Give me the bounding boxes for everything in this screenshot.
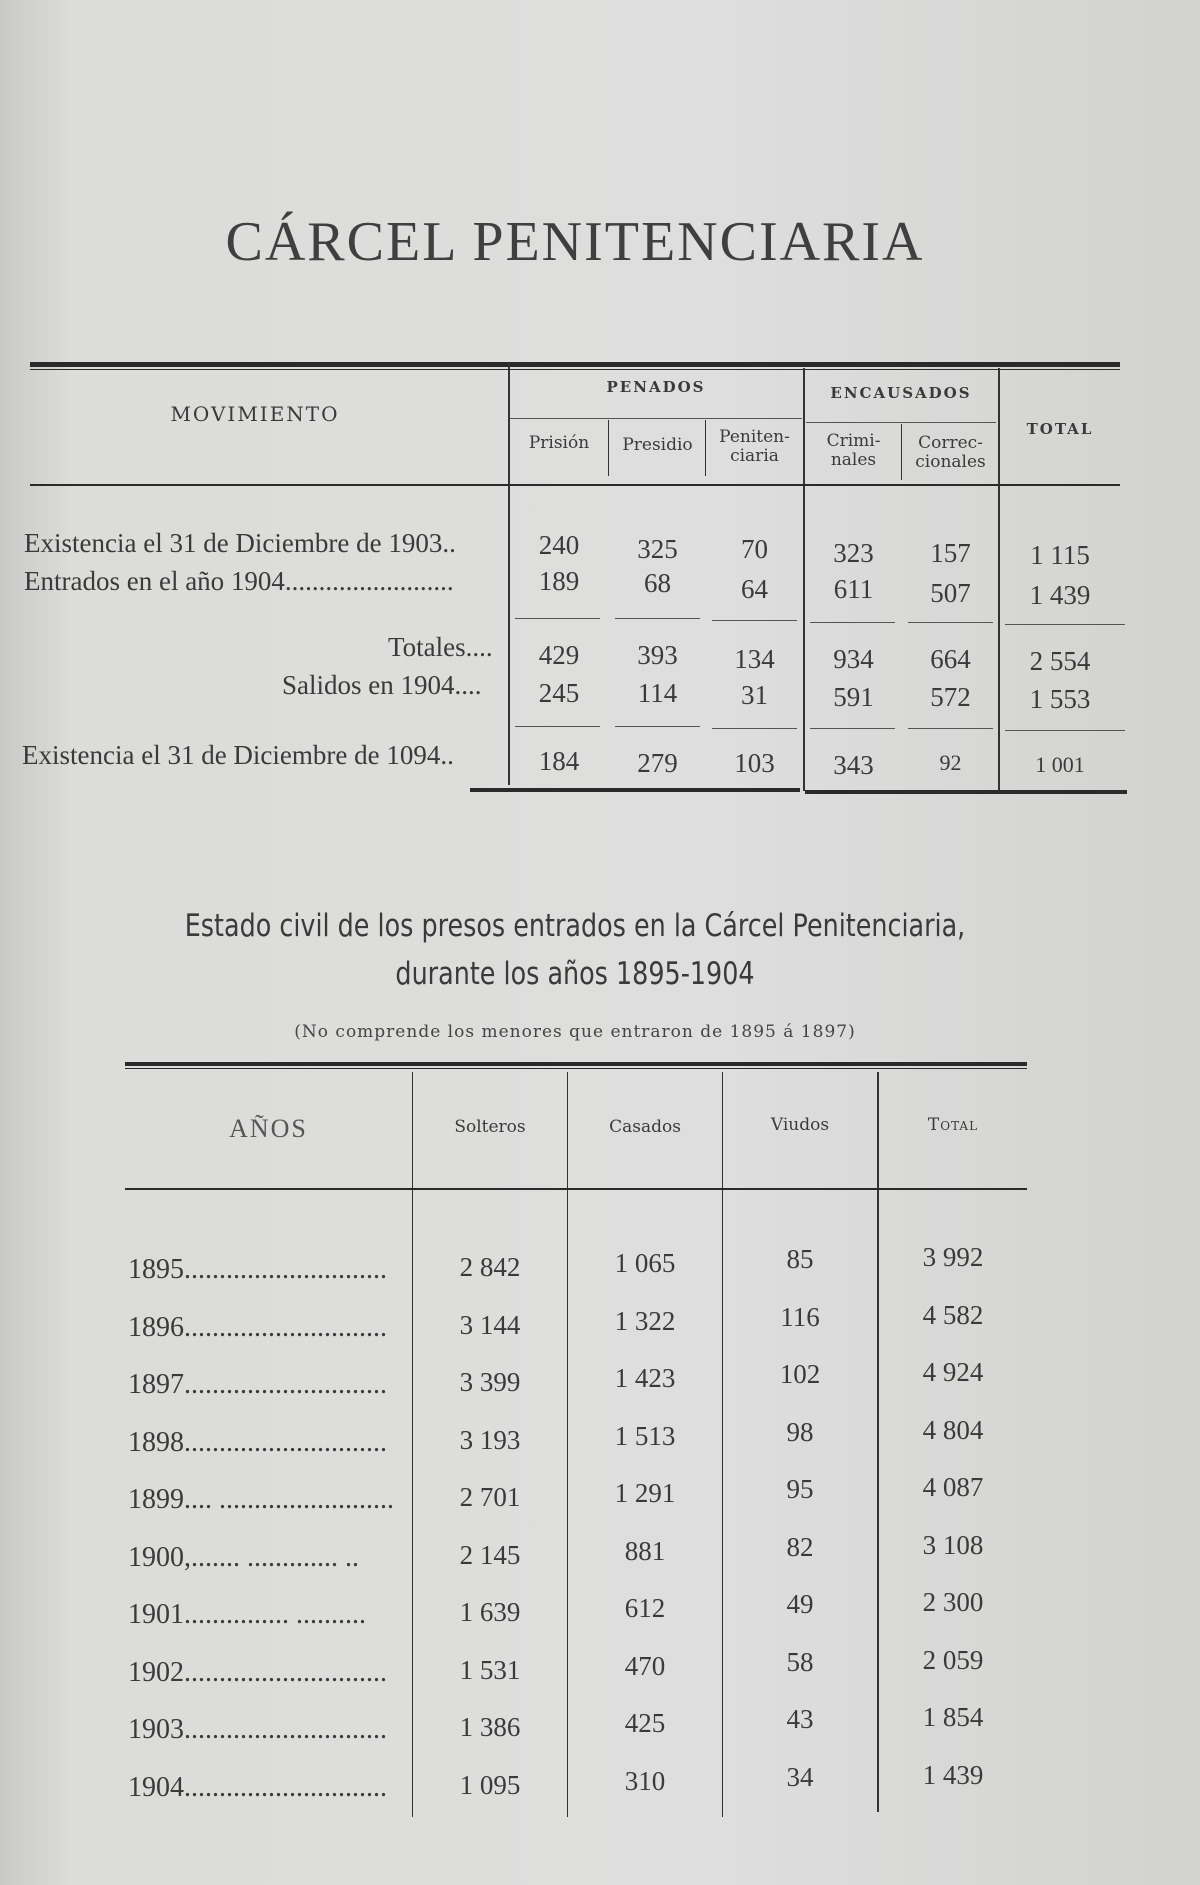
year-label: 1898.............................: [128, 1426, 387, 1458]
cell-value: 1 115: [1030, 540, 1090, 570]
year-label: 1901............... ..........: [128, 1599, 366, 1630]
cell-casados: 1 291: [614, 1478, 676, 1508]
section-heading-line1: Estado civil de los presos entrados en la Cárcel Penitenciaria,: [184, 908, 966, 944]
header-solteros: Solteros: [454, 1117, 526, 1137]
cell-solteros: 1 531: [459, 1654, 521, 1685]
cell-solteros: 3 144: [459, 1309, 521, 1340]
cell-value: 92: [939, 750, 962, 775]
cell-value: 68: [644, 568, 671, 598]
table-top-rule: [125, 1062, 1027, 1066]
sub-divider: [901, 424, 902, 480]
cell-value: 1 439: [1029, 580, 1091, 610]
header-penados: PENADOS: [606, 378, 706, 396]
header-bottom-rule: [125, 1188, 1027, 1190]
cell-casados: 1 513: [614, 1420, 676, 1451]
cell-value: 114: [637, 678, 678, 708]
header-encausados: ENCAUSADOS: [830, 384, 972, 402]
cell-casados: 1 322: [614, 1305, 676, 1336]
cell-total: 2 059: [922, 1644, 984, 1675]
sub-divider: [705, 420, 706, 476]
cell-total: 4 087: [922, 1472, 984, 1502]
cell-solteros: 1 639: [459, 1597, 521, 1627]
cell-casados: 1 423: [614, 1363, 676, 1393]
cell-viudos: 102: [779, 1359, 821, 1389]
section-note: (No comprende los menores que entraron de 1895 á 1897): [294, 1022, 856, 1042]
cell-viudos: 43: [786, 1704, 814, 1734]
cell-total: 4 804: [922, 1414, 984, 1445]
cell-casados: 470: [624, 1650, 666, 1681]
page-title: CÁRCEL PENITENCIARIA: [225, 211, 925, 273]
col-divider: [412, 1072, 413, 1817]
sum-rule: [810, 728, 895, 729]
cell-total: 4 924: [922, 1357, 984, 1387]
header-correccionales-line2: cionales: [915, 452, 986, 472]
cell-viudos: 85: [786, 1244, 814, 1274]
cell-solteros: 3 193: [459, 1424, 521, 1455]
cell-total: 3 108: [922, 1529, 984, 1560]
year-label: 1895.............................: [128, 1254, 387, 1285]
col-divider: [803, 368, 805, 791]
year-label: 1897.............................: [128, 1369, 387, 1400]
sum-rule: [712, 620, 797, 621]
table-top-rule-thin: [125, 1068, 1027, 1069]
sum-rule: [515, 726, 600, 727]
sum-rule: [1005, 730, 1125, 731]
group-underline: [806, 422, 996, 423]
header-prision: Prisión: [528, 433, 590, 453]
cell-casados: 881: [624, 1535, 666, 1566]
cell-value: 240: [538, 530, 580, 560]
cell-solteros: 2 145: [459, 1539, 521, 1570]
cell-solteros: 1 095: [459, 1769, 521, 1800]
cell-total: 3 992: [922, 1242, 984, 1272]
cell-value: 134: [734, 644, 775, 674]
header-anos: AÑOS: [229, 1114, 308, 1143]
header-movimiento: MOVIMIENTO: [170, 402, 340, 426]
cell-value: 70: [741, 534, 768, 564]
year-label: 1902.............................: [128, 1656, 387, 1688]
table-top-rule: [30, 362, 1120, 367]
cell-value: 2 554: [1029, 646, 1091, 676]
row-label-salidos: Salidos en 1904....: [282, 670, 482, 700]
header-casados: Casados: [609, 1117, 681, 1137]
col-divider: [722, 1072, 723, 1817]
cell-value: 591: [833, 682, 874, 712]
cell-value: 189: [538, 566, 580, 596]
header-criminales-line1: Crimi-: [826, 431, 881, 451]
cell-value: 429: [538, 640, 580, 670]
cell-total: 1 439: [922, 1759, 984, 1790]
sum-rule: [712, 728, 797, 729]
sum-rule: [615, 726, 700, 727]
table-bottom-rule: [470, 788, 800, 792]
sub-divider: [608, 420, 609, 476]
cell-total: 2 300: [922, 1587, 984, 1617]
header-viudos: Viudos: [770, 1115, 830, 1135]
cell-casados: 1 065: [614, 1248, 676, 1278]
header-penitenciaria: [707, 428, 802, 466]
year-label: 1903.............................: [128, 1714, 387, 1745]
row-label: Existencia el 31 de Diciembre de 1903..: [24, 528, 456, 558]
cell-value: 1 001: [1035, 752, 1085, 777]
row-label-totales: Totales....: [388, 632, 493, 662]
cell-casados: 425: [624, 1708, 666, 1738]
header-penitenciaria-line2: ciaria: [730, 446, 779, 466]
header-total: TOTAL: [1026, 420, 1094, 438]
cell-value: 664: [930, 644, 971, 674]
header-criminales-line2: nales: [830, 450, 877, 470]
year-label: 1896.............................: [128, 1311, 387, 1343]
cell-value: 103: [734, 748, 775, 778]
sum-rule: [810, 622, 895, 623]
header-correccionales: [903, 434, 998, 472]
cell-value: 323: [833, 538, 874, 568]
header-bottom-rule: [30, 484, 1120, 486]
col-divider: [567, 1072, 568, 1817]
cell-casados: 310: [624, 1765, 666, 1796]
section-heading-line2: durante los años 1895-1904: [395, 956, 755, 992]
cell-value: 611: [833, 574, 874, 604]
year-label: 1904.............................: [128, 1771, 387, 1803]
cell-value: 572: [930, 682, 971, 712]
header-correccionales-line1: Correc-: [918, 433, 983, 453]
cell-value: 325: [637, 534, 678, 564]
table-top-rule-thin: [30, 369, 1120, 370]
sum-rule: [615, 618, 700, 619]
row-label: Existencia el 31 de Diciembre de 1094..: [22, 740, 454, 770]
cell-viudos: 98: [786, 1416, 814, 1447]
sum-rule: [908, 728, 993, 729]
cell-solteros: 1 386: [459, 1712, 521, 1742]
header-total: Total: [927, 1115, 979, 1135]
cell-solteros: 3 399: [459, 1367, 521, 1397]
cell-solteros: 2 842: [459, 1252, 521, 1282]
cell-value: 934: [833, 644, 874, 674]
cell-value: 157: [930, 538, 971, 568]
cell-value: 1 553: [1029, 684, 1091, 714]
cell-viudos: 95: [786, 1474, 814, 1504]
sum-rule: [1005, 624, 1125, 625]
group-underline: [510, 418, 802, 419]
cell-value: 343: [833, 750, 874, 780]
cell-viudos: 82: [786, 1531, 814, 1562]
cell-casados: 612: [624, 1593, 666, 1623]
cell-viudos: 58: [786, 1646, 814, 1677]
cell-value: 507: [930, 578, 971, 608]
row-label: Entrados en el año 1904.........................: [24, 566, 454, 596]
cell-value: 245: [538, 678, 580, 708]
cell-viudos: 34: [786, 1761, 814, 1792]
cell-value: 393: [637, 640, 678, 670]
cell-total: 4 582: [922, 1299, 984, 1330]
year-label: 1899.... .........................: [128, 1484, 394, 1515]
cell-total: 1 854: [922, 1702, 984, 1732]
header-penitenciaria-line1: Peniten-: [719, 427, 790, 447]
table-bottom-rule: [805, 790, 1127, 794]
cell-viudos: 49: [786, 1589, 814, 1619]
cell-value: 184: [538, 746, 580, 776]
cell-solteros: 2 701: [459, 1482, 521, 1512]
header-presidio: Presidio: [622, 435, 693, 455]
year-label: 1900,....... ............. ..: [128, 1541, 359, 1573]
cell-viudos: 116: [780, 1301, 820, 1332]
cell-value: 64: [741, 574, 768, 604]
sum-rule: [908, 622, 993, 623]
cell-value: 279: [637, 748, 678, 778]
header-criminales: [806, 432, 901, 470]
cell-value: 31: [741, 680, 768, 710]
sum-rule: [515, 618, 600, 619]
